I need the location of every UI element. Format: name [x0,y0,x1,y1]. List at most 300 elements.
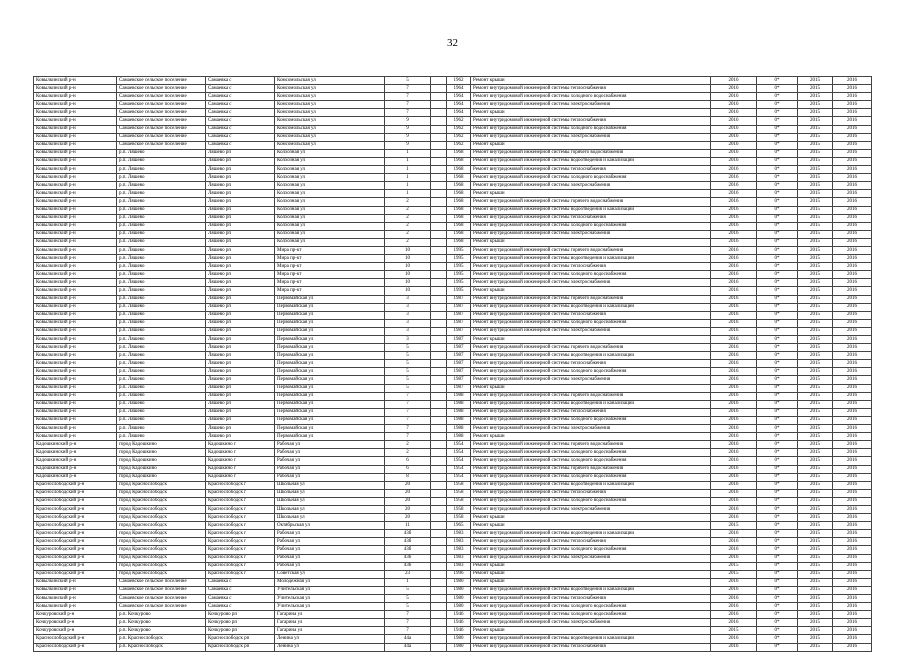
cell-street: Октябрьская ул [275,522,385,530]
cell-street: Первомайская ул [275,360,385,368]
cell-district: Ковылкинский р-н [34,141,117,149]
cell-year-built: 1988 [447,392,471,400]
cell-end-year: 2016 [833,530,872,538]
cell-street: Советская ул [275,570,385,578]
cell-street: Первомайская ул [275,303,385,311]
cell-district: Ковылкинский р-н [34,246,117,254]
table-row [34,85,872,93]
cell-house-number: 2 [385,198,431,206]
cell-street: Колхозная ул [275,157,385,165]
cell-year-built: 1983 [447,538,471,546]
cell-work-type: Ремонт внутридомовой инженерной системы холодного водоснабжения [471,497,711,505]
cell-cost: 0* [757,570,798,578]
cell-building [431,303,447,311]
cell-settlement: Краснослободск г [206,530,275,538]
cell-municipality: р.п. Ляшево [117,425,206,433]
table-row [34,360,872,368]
table-row [34,384,872,392]
cell-street: Мира пр-кт [275,255,385,263]
cell-street: Мира пр-кт [275,263,385,271]
cell-cost: 0* [757,93,798,101]
cell-work-type: Ремонт внутридомовой инженерной системы горячего водоснабжения [471,465,711,473]
cell-plan-year: 2016 [711,376,757,384]
repair-schedule-table [33,76,872,652]
cell-building [431,125,447,133]
cell-street: Первомайская ул [275,425,385,433]
cell-building [431,408,447,416]
cell-settlement: Ляшево рп [206,319,275,327]
cell-house-number: 7 [385,400,431,408]
cell-district: Ковылкинский р-н [34,238,117,246]
cell-start-year: 2015 [798,522,833,530]
cell-municipality: город Краснослободск [117,538,206,546]
cell-settlement: Ляшево рп [206,392,275,400]
table-row [34,619,872,627]
cell-municipality: Самаевское сельское поселение [117,141,206,149]
cell-district: Ковылкинский р-н [34,77,117,85]
cell-house-number: 2 [385,238,431,246]
cell-year-built: 1983 [447,530,471,538]
cell-district: Ковылкинский р-н [34,384,117,392]
cell-street: Мира пр-кт [275,246,385,254]
cell-building [431,433,447,441]
cell-plan-year: 2016 [711,327,757,335]
cell-work-type: Ремонт внутридомовой инженерной системы теплоснабжения [471,538,711,546]
cell-district: Ковылкинский р-н [34,149,117,157]
cell-work-type: Ремонт крыши [471,522,711,530]
table-row [34,505,872,513]
cell-settlement: Самаевка с [206,101,275,109]
table-row [34,149,872,157]
cell-year-built: 1968 [447,149,471,157]
cell-start-year: 2015 [798,125,833,133]
cell-building [431,635,447,643]
cell-year-built: 1980 [447,603,471,611]
cell-house-number: 2 [385,222,431,230]
cell-year-built: 1987 [447,344,471,352]
cell-municipality: Самаевское сельское поселение [117,603,206,611]
table-row [34,166,872,174]
cell-street: Рабочая ул [275,465,385,473]
cell-end-year: 2016 [833,554,872,562]
cell-street: Рабочая ул [275,449,385,457]
cell-start-year: 2015 [798,457,833,465]
cell-end-year: 2016 [833,611,872,619]
cell-cost: 0* [757,157,798,165]
cell-municipality: р.п. Ляшево [117,303,206,311]
cell-start-year: 2015 [798,473,833,481]
cell-work-type: Ремонт внутридомовой инженерной системы водоотведения и канализации [471,481,711,489]
cell-municipality: р.п. Ляшево [117,149,206,157]
cell-year-built: 1968 [447,157,471,165]
cell-start-year: 2015 [798,182,833,190]
cell-work-type: Ремонт крыши [471,514,711,522]
cell-work-type: Ремонт крыши [471,562,711,570]
cell-municipality: Самаевское сельское поселение [117,109,206,117]
table-row [34,214,872,222]
cell-work-type: Ремонт крыши [471,336,711,344]
cell-end-year: 2016 [833,384,872,392]
cell-year-built: 1954 [447,473,471,481]
cell-start-year: 2015 [798,643,833,651]
cell-municipality: Самаевское сельское поселение [117,93,206,101]
table-row [34,425,872,433]
cell-year-built: 1962 [447,77,471,85]
cell-street: Школьная ул [275,481,385,489]
cell-end-year: 2016 [833,327,872,335]
cell-year-built: 1954 [447,441,471,449]
cell-cost: 0* [757,279,798,287]
table-row [34,473,872,481]
cell-house-number: 9 [385,117,431,125]
cell-municipality: город Краснослободск [117,497,206,505]
cell-cost: 0* [757,416,798,424]
cell-municipality: р.п. Ляшево [117,400,206,408]
cell-municipality: город Краснослободск [117,522,206,530]
cell-start-year: 2015 [798,109,833,117]
cell-work-type: Ремонт внутридомовой инженерной системы холодного водоснабжения [471,546,711,554]
cell-plan-year: 2016 [711,392,757,400]
cell-work-type: Ремонт крыши [471,384,711,392]
cell-year-built: 1958 [447,497,471,505]
cell-settlement: Ляшево рп [206,408,275,416]
cell-settlement: Краснослободск г [206,546,275,554]
cell-house-number: 5 [385,595,431,603]
cell-end-year: 2016 [833,400,872,408]
cell-district: Краснослободский р-н [34,489,117,497]
cell-end-year: 2016 [833,603,872,611]
cell-district: Краснослободский р-н [34,570,117,578]
cell-settlement: Ляшево рп [206,149,275,157]
cell-work-type: Ремонт внутридомовой инженерной системы холодного водоснабжения [471,416,711,424]
cell-work-type: Ремонт внутридомовой инженерной системы электроснабжения [471,376,711,384]
cell-year-built: 1983 [447,546,471,554]
cell-year-built: 1983 [447,562,471,570]
cell-end-year: 2016 [833,570,872,578]
cell-district: Ковылкинский р-н [34,336,117,344]
cell-district: Ковылкинский р-н [34,182,117,190]
cell-settlement: Краснослободск г [206,497,275,505]
cell-street: Первомайская ул [275,344,385,352]
cell-work-type: Ремонт внутридомовой инженерной системы теплоснабжения [471,595,711,603]
cell-district: Ковылкинский р-н [34,578,117,586]
cell-start-year: 2015 [798,336,833,344]
cell-plan-year: 2016 [711,441,757,449]
cell-year-built: 1968 [447,238,471,246]
cell-year-built: 1962 [447,133,471,141]
cell-street: Мира пр-кт [275,287,385,295]
cell-municipality: р.п. Ляшево [117,214,206,222]
cell-start-year: 2015 [798,627,833,635]
cell-start-year: 2015 [798,311,833,319]
cell-cost: 0* [757,182,798,190]
cell-cost: 0* [757,336,798,344]
cell-settlement: Самаевка с [206,595,275,603]
cell-settlement: Краснослободск г [206,514,275,522]
cell-municipality: город Краснослободск [117,554,206,562]
cell-start-year: 2015 [798,611,833,619]
table-row [34,595,872,603]
cell-municipality: р.п. Ляшево [117,271,206,279]
cell-building [431,319,447,327]
cell-plan-year: 2016 [711,481,757,489]
cell-plan-year: 2016 [711,319,757,327]
cell-house-number: 43б [385,562,431,570]
cell-year-built: 1987 [447,352,471,360]
cell-building [431,327,447,335]
cell-cost: 0* [757,263,798,271]
cell-cost: 0* [757,441,798,449]
cell-settlement: Краснослободск г [206,481,275,489]
cell-street: Колхозная ул [275,166,385,174]
cell-street: Первомайская ул [275,384,385,392]
cell-house-number: 20 [385,489,431,497]
cell-work-type: Ремонт внутридомовой инженерной системы электроснабжения [471,279,711,287]
table-row [34,327,872,335]
cell-end-year: 2016 [833,627,872,635]
cell-building [431,586,447,594]
cell-start-year: 2015 [798,198,833,206]
table-row [34,546,872,554]
cell-house-number: 8 [385,473,431,481]
cell-house-number: 1 [385,157,431,165]
table-row [34,603,872,611]
cell-start-year: 2015 [798,295,833,303]
cell-house-number: 20 [385,481,431,489]
cell-building [431,538,447,546]
cell-settlement: Краснослободск г [206,538,275,546]
cell-end-year: 2016 [833,206,872,214]
cell-municipality: город Краснослободск [117,505,206,513]
cell-plan-year: 2016 [711,554,757,562]
cell-house-number: 10 [385,271,431,279]
table-row [34,416,872,424]
cell-start-year: 2015 [798,319,833,327]
cell-plan-year: 2016 [711,109,757,117]
cell-start-year: 2015 [798,166,833,174]
cell-district: Краснослободский р-н [34,497,117,505]
cell-street: Мира пр-кт [275,279,385,287]
cell-plan-year: 2016 [711,595,757,603]
cell-work-type: Ремонт внутридомовой инженерной системы горячего водоснабжения [471,295,711,303]
cell-settlement: Ляшево рп [206,416,275,424]
cell-street: Первомайская ул [275,295,385,303]
cell-settlement: Самаевка с [206,586,275,594]
cell-year-built: 1964 [447,85,471,93]
cell-year-built: 1988 [447,425,471,433]
cell-year-built: 1995 [447,287,471,295]
cell-settlement: Ляшево рп [206,206,275,214]
cell-settlement: Краснослободск г [206,522,275,530]
cell-district: Ковылкинский р-н [34,85,117,93]
cell-street: Рабочая ул [275,538,385,546]
cell-end-year: 2016 [833,360,872,368]
cell-municipality: р.п. Кочкурово [117,619,206,627]
cell-plan-year: 2016 [711,514,757,522]
table-row [34,627,872,635]
cell-cost: 0* [757,287,798,295]
cell-cost: 0* [757,514,798,522]
cell-year-built: 1995 [447,279,471,287]
cell-settlement: Самаевка с [206,117,275,125]
cell-year-built: 1987 [447,303,471,311]
cell-municipality: р.п. Ляшево [117,352,206,360]
cell-work-type: Ремонт внутридомовой инженерной системы водоотведения и канализации [471,303,711,311]
cell-year-built: 1964 [447,93,471,101]
cell-street: Комсомольская ул [275,77,385,85]
cell-house-number: 7 [385,408,431,416]
cell-year-built: 1968 [447,166,471,174]
cell-work-type: Ремонт внутридомовой инженерной системы водоотведения и канализации [471,157,711,165]
table-row [34,514,872,522]
cell-start-year: 2015 [798,554,833,562]
cell-start-year: 2015 [798,190,833,198]
cell-house-number: 2 [385,230,431,238]
table-row [34,336,872,344]
cell-district: Ковылкинский р-н [34,279,117,287]
cell-house-number: 43б [385,554,431,562]
table-row [34,635,872,643]
cell-house-number: 3 [385,327,431,335]
cell-street: Учительская ул [275,595,385,603]
cell-plan-year: 2016 [711,578,757,586]
cell-plan-year: 2016 [711,530,757,538]
cell-building [431,562,447,570]
cell-end-year: 2016 [833,457,872,465]
cell-settlement: Ляшево рп [206,425,275,433]
cell-settlement: Краснослободск г [206,505,275,513]
cell-district: Ковылкинский р-н [34,230,117,238]
cell-cost: 0* [757,522,798,530]
cell-year-built: 1968 [447,214,471,222]
cell-municipality: Самаевское сельское поселение [117,595,206,603]
cell-district: Ковылкинский р-н [34,206,117,214]
cell-year-built: 1987 [447,295,471,303]
cell-building [431,287,447,295]
cell-start-year: 2015 [798,562,833,570]
cell-district: Краснослободский р-н [34,530,117,538]
cell-year-built: 1968 [447,222,471,230]
cell-building [431,643,447,651]
cell-end-year: 2016 [833,497,872,505]
cell-house-number: 9 [385,141,431,149]
cell-municipality: Самаевское сельское поселение [117,85,206,93]
cell-street: Первомайская ул [275,352,385,360]
cell-cost: 0* [757,473,798,481]
cell-municipality: город Краснослободск [117,489,206,497]
cell-district: Кочкуровский р-н [34,619,117,627]
cell-settlement: Ляшево рп [206,303,275,311]
cell-house-number: 7 [385,611,431,619]
cell-municipality: город Краснослободск [117,546,206,554]
cell-municipality: город Кадошкино [117,473,206,481]
cell-house-number: 10 [385,255,431,263]
cell-house-number: 7 [385,619,431,627]
cell-building [431,271,447,279]
cell-cost: 0* [757,190,798,198]
cell-cost: 0* [757,400,798,408]
cell-start-year: 2015 [798,117,833,125]
cell-district: Ковылкинский р-н [34,190,117,198]
cell-settlement: Ляшево рп [206,238,275,246]
cell-street: Колхозная ул [275,190,385,198]
cell-municipality: р.п. Ляшево [117,157,206,165]
cell-end-year: 2016 [833,433,872,441]
table-row [34,449,872,457]
cell-plan-year: 2016 [711,344,757,352]
table-row [34,562,872,570]
cell-municipality: р.п. Ляшево [117,360,206,368]
table-row [34,497,872,505]
cell-municipality: р.п. Ляшево [117,433,206,441]
cell-start-year: 2015 [798,449,833,457]
table-row [34,465,872,473]
cell-plan-year: 2016 [711,166,757,174]
cell-plan-year: 2016 [711,336,757,344]
cell-district: Ковылкинский р-н [34,595,117,603]
cell-plan-year: 2016 [711,85,757,93]
table-row [34,481,872,489]
cell-building [431,279,447,287]
cell-cost: 0* [757,109,798,117]
table-row [34,141,872,149]
cell-end-year: 2016 [833,562,872,570]
cell-plan-year: 2016 [711,174,757,182]
cell-start-year: 2015 [798,505,833,513]
cell-start-year: 2015 [798,93,833,101]
cell-house-number: 11 [385,522,431,530]
cell-building [431,149,447,157]
cell-street: Рабочая ул [275,562,385,570]
cell-year-built: 1946 [447,627,471,635]
cell-house-number: 1 [385,190,431,198]
cell-start-year: 2015 [798,352,833,360]
cell-municipality: р.п. Ляшево [117,166,206,174]
cell-district: Краснослободский р-н [34,514,117,522]
cell-year-built: 1962 [447,125,471,133]
cell-municipality: р.п. Ляшево [117,198,206,206]
cell-work-type: Ремонт внутридомовой инженерной системы теплоснабжения [471,166,711,174]
cell-plan-year: 2016 [711,408,757,416]
cell-cost: 0* [757,457,798,465]
cell-plan-year: 2016 [711,190,757,198]
cell-cost: 0* [757,611,798,619]
table-row [34,433,872,441]
cell-street: Комсомольская ул [275,141,385,149]
cell-end-year: 2016 [833,246,872,254]
cell-settlement: Ляшево рп [206,166,275,174]
cell-building [431,611,447,619]
cell-start-year: 2015 [798,360,833,368]
table-row [34,522,872,530]
cell-end-year: 2016 [833,408,872,416]
cell-settlement: Ляшево рп [206,214,275,222]
cell-district: Краснослободский р-н [34,481,117,489]
cell-work-type: Ремонт внутридомовой инженерной системы холодного водоснабжения [471,222,711,230]
table-row [34,457,872,465]
table-row [34,125,872,133]
cell-building [431,522,447,530]
cell-end-year: 2016 [833,505,872,513]
cell-settlement: Самаевка с [206,93,275,101]
table-row [34,117,872,125]
cell-year-built: 1962 [447,141,471,149]
cell-settlement: Кочкурово рп [206,627,275,635]
cell-end-year: 2016 [833,174,872,182]
cell-municipality: р.п. Ляшево [117,238,206,246]
cell-district: Ковылкинский р-н [34,408,117,416]
cell-settlement: Ляшево рп [206,287,275,295]
